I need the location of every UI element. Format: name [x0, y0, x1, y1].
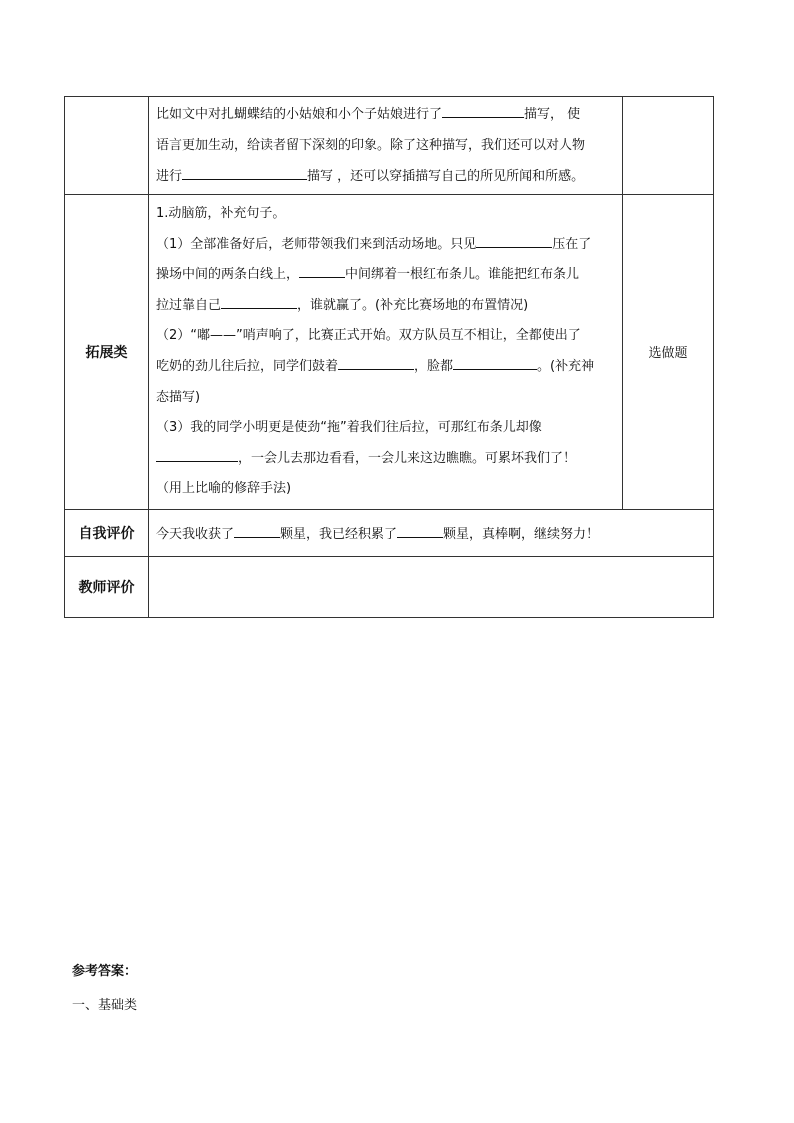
text-segment: 中间绑着一根红布条儿。谁能把红布条儿 [345, 267, 580, 283]
text-line: （3）我的同学小明更是使劲“拖”着我们往后拉，可那红布条儿却像 [156, 420, 542, 436]
fill-blank[interactable] [221, 294, 297, 309]
text-line [156, 99, 616, 130]
text-line: （用上比喻的修辞手法) [156, 481, 292, 497]
row-label-self-evaluation: 自我评价 [65, 509, 149, 556]
table-row [65, 509, 714, 556]
text-line [156, 444, 616, 475]
text-line: （2）“嘟——”哨声响了，比赛正式开始。双方队员互不相让，全都使出了 [156, 328, 581, 344]
text-segment: 操场中间的两条白线上， [156, 267, 300, 283]
text-segment: ，谁就赢了。(补充比赛场地的布置情况) [297, 297, 529, 313]
text-line [156, 291, 616, 322]
table-row [65, 97, 714, 195]
fill-blank[interactable] [234, 523, 280, 538]
text-segment: 描写， 使 [524, 107, 581, 122]
exercise-heading: 1.动脑筋，补充句子。 [156, 206, 286, 221]
text-line [156, 230, 616, 261]
empty-note-cell [623, 97, 714, 195]
text-segment: 。(补充神 [537, 358, 595, 374]
text-segment: ，脸都 [414, 358, 454, 374]
fill-blank[interactable] [476, 233, 552, 248]
optional-note: 选做题 [623, 195, 714, 510]
text-segment: 描写 ，还可以穿插描写自己的所见所闻和所感。 [307, 169, 585, 184]
fill-blank[interactable] [338, 355, 414, 370]
empty-label-cell [65, 97, 149, 195]
fill-blank[interactable] [182, 165, 307, 180]
fill-blank[interactable] [442, 103, 524, 118]
text-segment: 拉过靠自己 [156, 297, 222, 313]
fill-blank[interactable] [156, 447, 238, 462]
row-label-extension: 拓展类 [65, 195, 149, 510]
section-heading-basic: 一、基础类 [72, 998, 138, 1013]
evaluation-table [64, 96, 714, 618]
text-segment: 吃奶的劲儿往后拉，同学们鼓着 [156, 358, 339, 374]
fill-blank[interactable] [299, 263, 345, 278]
text-segment: 进行 [156, 169, 183, 184]
description-cell [149, 97, 623, 195]
text-segment: 今天我收获了 [156, 527, 235, 543]
text-line [156, 260, 616, 291]
text-segment: （1）全部准备好后，老师带领我们来到活动场地。只见 [156, 236, 477, 252]
table-row [65, 195, 714, 510]
text-segment: 比如文中对扎蝴蝶结的小姑娘和小个子姑娘进行了 [156, 107, 443, 122]
row-label-teacher-evaluation: 教师评价 [65, 556, 149, 617]
fill-blank[interactable] [397, 523, 443, 538]
text-line: 态描写) [156, 389, 201, 405]
text-segment: ，一会儿去那边看看，一会儿来这边瞧瞧。可累坏我们了！ [238, 450, 577, 466]
text-line: 语言更加生动，给读者留下深刻的印象。除了这种描写，我们还可以对人物 [156, 138, 586, 153]
text-segment: 颗星，我已经积累了 [280, 527, 398, 543]
text-segment: 压在了 [552, 236, 592, 252]
text-line [156, 161, 616, 192]
table-row [65, 556, 714, 617]
reference-answers-title: 参考答案： [72, 964, 138, 979]
self-evaluation-cell [149, 509, 714, 556]
fill-blank[interactable] [453, 355, 537, 370]
teacher-evaluation-cell[interactable] [149, 556, 714, 617]
text-line [156, 352, 616, 383]
text-segment: 颗星，真棒啊，继续努力！ [443, 527, 600, 543]
exercise-cell [149, 195, 623, 510]
